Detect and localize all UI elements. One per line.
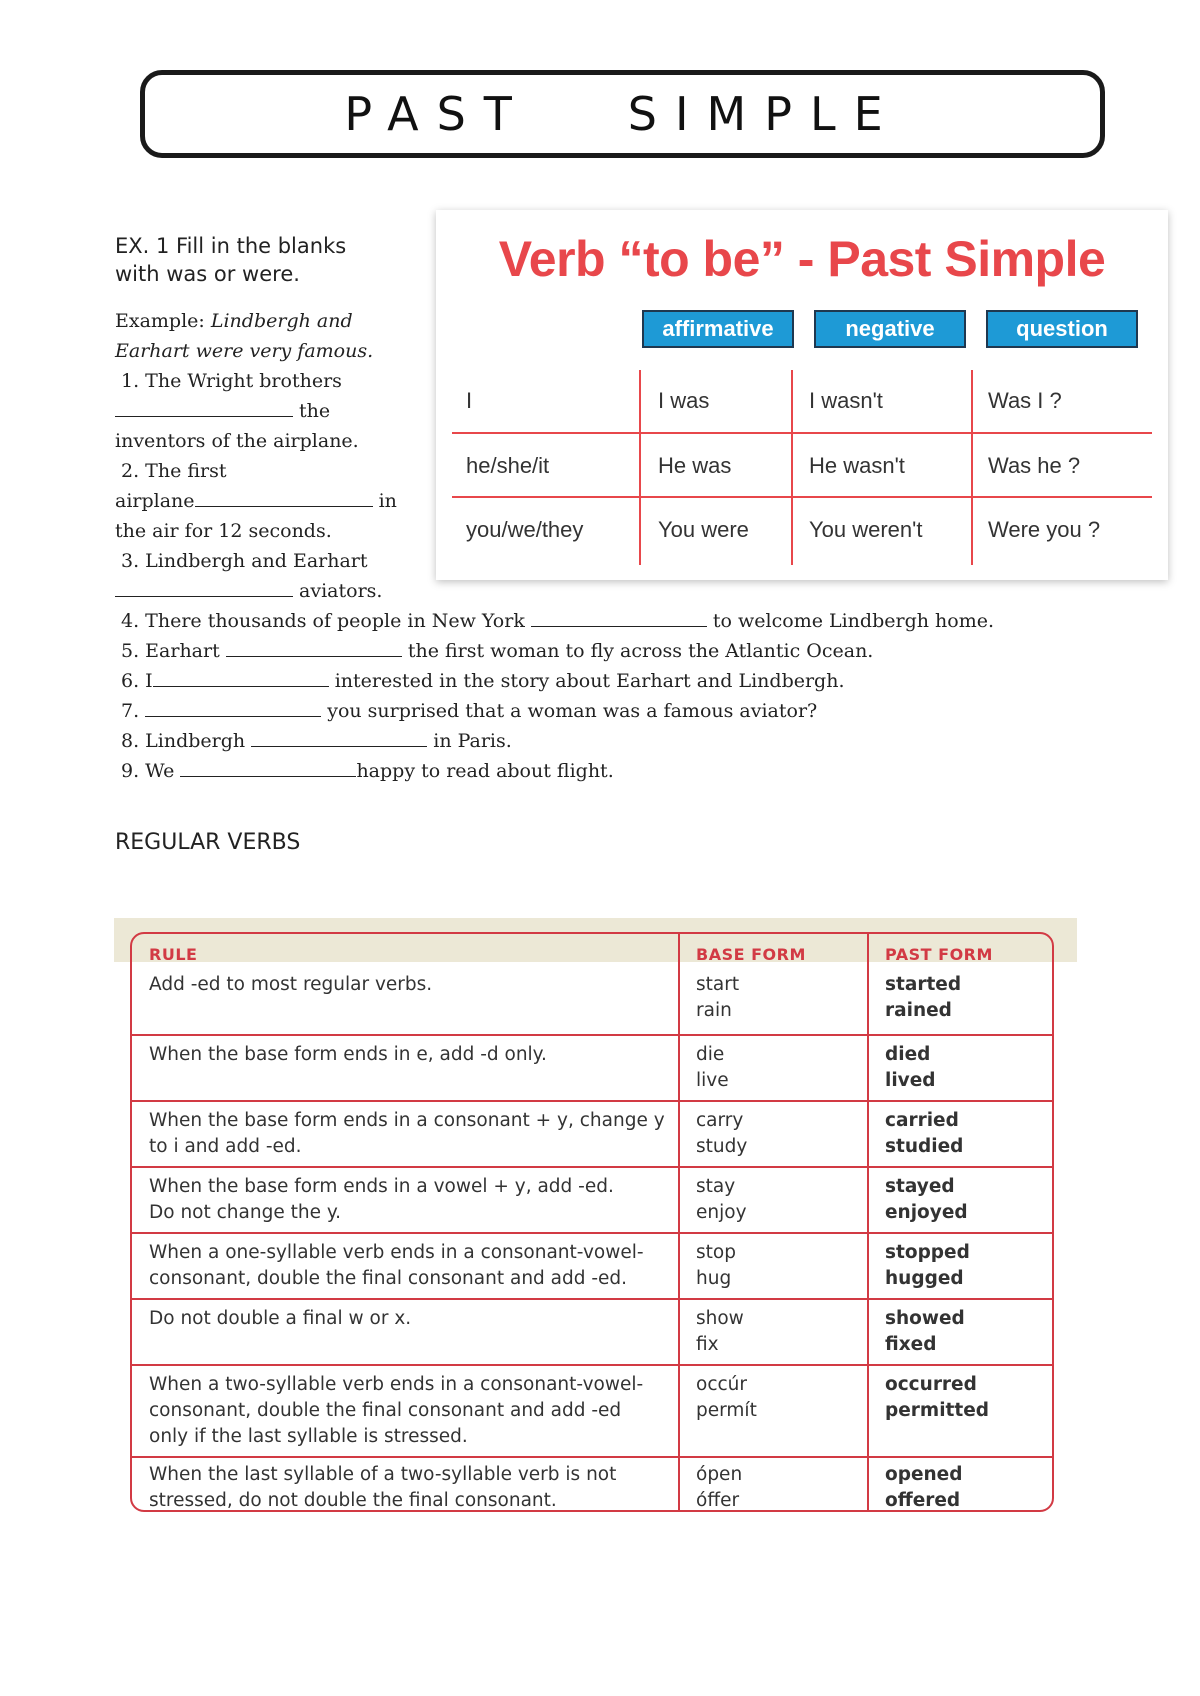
base-verb: hug <box>696 1268 732 1289</box>
rule-line: When the base form ends in a vowel + y, add -ed. <box>149 1176 614 1197</box>
subject-cell: I <box>466 388 473 413</box>
question-9-text-a: 9. We <box>121 760 181 782</box>
past-verb: stayed <box>885 1176 955 1197</box>
grid-divider <box>452 432 1152 434</box>
rule-line: When a two-syllable verb ends in a consonant-vowel- <box>149 1374 644 1395</box>
example-text-1: Lindbergh and <box>210 310 353 332</box>
answer-blank-9[interactable] <box>180 758 356 777</box>
past-verb: carried <box>885 1110 959 1131</box>
subject-cell: you/we/they <box>466 517 584 542</box>
base-verb: stay <box>696 1176 736 1197</box>
affirmative-cell: I was <box>658 388 710 413</box>
past-form-cell <box>885 1174 968 1226</box>
to-be-chart-card <box>436 210 1168 580</box>
example-label: Example: <box>115 310 211 332</box>
rule-cell <box>149 1240 669 1292</box>
question-6 <box>115 666 1115 696</box>
question-7 <box>115 696 1115 726</box>
question-2-line-1: 2. The first <box>121 460 227 482</box>
rule-cell <box>149 1372 669 1450</box>
base-verb: show <box>696 1308 744 1329</box>
question-7-text-b: you surprised that a woman was a famous aviator? <box>321 700 818 722</box>
question-6-text-a: 6. I <box>121 670 153 692</box>
question-3-text-b: aviators. <box>299 580 383 602</box>
rule-line: only if the last syllable is stressed. <box>149 1426 468 1447</box>
past-form-cell <box>885 1462 962 1512</box>
table-row <box>132 1166 1052 1232</box>
rule-line: consonant, double the final consonant and add -ed. <box>149 1268 628 1289</box>
question-1-text-b: the <box>299 400 331 422</box>
example-line-2 <box>115 336 405 366</box>
negative-cell: I wasn't <box>809 388 883 413</box>
rule-cell <box>149 1108 669 1160</box>
base-verb: live <box>696 1070 729 1091</box>
base-verb: rain <box>696 1000 732 1021</box>
question-8-text-b: in Paris. <box>427 730 512 752</box>
question-3-line-1: 3. Lindbergh and Earhart <box>121 550 368 572</box>
question-2-line-3: the air for 12 seconds. <box>115 520 332 542</box>
regular-verbs-table <box>130 932 1054 1512</box>
past-verb: fixed <box>885 1334 937 1355</box>
past-form-cell <box>885 972 961 1024</box>
question-cell: Was I ? <box>988 388 1062 413</box>
regular-verbs-heading: REGULAR VERBS <box>115 830 301 855</box>
past-form-cell <box>885 1042 936 1094</box>
header-rule: RULE <box>149 945 198 964</box>
question-9-text-b: happy to read about flight. <box>356 760 614 782</box>
question-3-line-2 <box>115 576 405 606</box>
exercise-heading-line-1: EX. 1 Fill in the blanks <box>115 234 347 258</box>
question-2-line-2 <box>115 486 405 516</box>
base-verb: enjoy <box>696 1202 747 1223</box>
rule-cell <box>149 1462 669 1512</box>
question-8-text-a: 8. Lindbergh <box>121 730 252 752</box>
question-5 <box>115 636 1115 666</box>
question-1-line-3: inventors of the airplane. <box>115 430 359 452</box>
base-verb: permít <box>696 1400 757 1421</box>
base-form-cell <box>696 1042 729 1094</box>
question-7-text-a: 7. <box>121 700 146 722</box>
past-verb: offered <box>885 1490 961 1511</box>
rule-line: When a one-syllable verb ends in a consonant-vowel- <box>149 1242 644 1263</box>
grid-divider <box>971 370 973 565</box>
base-form-cell <box>696 972 739 1024</box>
question-6-text-b: interested in the story about Earhart and Lindbergh. <box>328 670 845 692</box>
rule-cell <box>149 1174 669 1226</box>
page-title: PAST SIMPLE <box>344 87 901 141</box>
past-form-cell <box>885 1306 965 1358</box>
base-form-cell <box>696 1108 747 1160</box>
rule-line: When the last syllable of a two-syllable verb is not <box>149 1464 617 1485</box>
base-verb: ópen <box>696 1464 743 1485</box>
exercise-heading <box>115 232 415 288</box>
past-verb: studied <box>885 1136 964 1157</box>
subject-cell: he/she/it <box>466 453 550 478</box>
answer-blank-6[interactable] <box>153 668 329 687</box>
rule-line: When the base form ends in a consonant + y, change y <box>149 1110 665 1131</box>
answer-blank-5[interactable] <box>226 638 402 657</box>
grid-divider <box>791 370 793 565</box>
base-verb: die <box>696 1044 725 1065</box>
past-form-cell <box>885 1240 970 1292</box>
exercise-wide-block <box>115 606 1115 786</box>
to-be-title: Verb “to be” - Past Simple <box>498 231 1106 287</box>
past-verb: stopped <box>885 1242 970 1263</box>
rule-cell <box>149 1306 669 1332</box>
question-4 <box>115 606 1115 636</box>
rule-line: When the base form ends in e, add -d only. <box>149 1044 547 1065</box>
table-row <box>132 1456 1052 1512</box>
question-5-text-b: the first woman to fly across the Atlantic Ocean. <box>401 640 874 662</box>
question-8 <box>115 726 1115 756</box>
past-verb: opened <box>885 1464 963 1485</box>
example-text-2: Earhart were very famous. <box>115 340 374 362</box>
past-verb: showed <box>885 1308 965 1329</box>
base-form-cell <box>696 1462 742 1512</box>
rule-cell <box>149 1042 669 1068</box>
rule-cell <box>149 972 669 998</box>
base-verb: start <box>696 974 740 995</box>
exercise-heading-line-2: with was or were. <box>115 262 300 286</box>
question-cell: Was he ? <box>988 453 1081 478</box>
past-verb: rained <box>885 1000 952 1021</box>
base-verb: fix <box>696 1334 719 1355</box>
base-verb: occúr <box>696 1374 747 1395</box>
answer-blank-2[interactable] <box>195 488 373 507</box>
rule-line: Do not change the y. <box>149 1202 342 1223</box>
question-2-text-c: in <box>378 490 397 512</box>
past-verb: permitted <box>885 1400 990 1421</box>
base-form-cell <box>696 1306 744 1358</box>
title-banner <box>140 70 1105 158</box>
rule-line: consonant, double the final consonant and add -ed <box>149 1400 622 1421</box>
rule-line: Add -ed to most regular verbs. <box>149 974 433 995</box>
answer-blank-8[interactable] <box>251 728 427 747</box>
affirmative-cell: He was <box>658 453 732 478</box>
base-verb: óffer <box>696 1490 740 1511</box>
base-form-cell <box>696 1372 757 1424</box>
base-form-cell <box>696 1174 747 1226</box>
past-verb: died <box>885 1044 931 1065</box>
question-4-text-b: to welcome Lindbergh home. <box>706 610 994 632</box>
past-form-cell <box>885 1372 989 1424</box>
answer-blank-3[interactable] <box>115 578 293 597</box>
table-header-row <box>132 942 1052 968</box>
question-2-text-b: airplane <box>115 490 195 512</box>
rule-line: stressed, do not double the final consonant. <box>149 1490 557 1511</box>
header-base-form: BASE FORM <box>696 945 806 964</box>
past-verb: started <box>885 974 962 995</box>
negative-cell: He wasn't <box>809 453 905 478</box>
past-verb: occurred <box>885 1374 977 1395</box>
table-row <box>132 1232 1052 1298</box>
past-verb: lived <box>885 1070 936 1091</box>
grid-divider <box>639 370 641 565</box>
question-1-line-1: 1. The Wright brothers <box>121 370 342 392</box>
table-row <box>132 1100 1052 1166</box>
table-row <box>132 1298 1052 1364</box>
header-past-form: PAST FORM <box>885 945 993 964</box>
tag-question: question <box>986 310 1138 348</box>
example-line-1 <box>115 306 405 336</box>
answer-blank-1[interactable] <box>115 398 293 417</box>
to-be-grid <box>452 370 1152 570</box>
rule-line: Do not double a final w or x. <box>149 1308 412 1329</box>
past-form-cell <box>885 1108 963 1160</box>
tag-negative: negative <box>814 310 966 348</box>
past-verb: hugged <box>885 1268 964 1289</box>
tag-affirmative: affirmative <box>642 310 794 348</box>
table-row <box>132 1034 1052 1100</box>
exercise-narrow-block <box>115 306 405 606</box>
answer-blank-4[interactable] <box>531 608 707 627</box>
rule-line: to i and add -ed. <box>149 1136 302 1157</box>
question-4-text-a: 4. There thousands of people in New York <box>121 610 531 632</box>
base-verb: carry <box>696 1110 744 1131</box>
affirmative-cell: You were <box>658 517 749 542</box>
question-1-line-2 <box>115 396 405 426</box>
question-9 <box>115 756 1115 786</box>
base-verb: study <box>696 1136 748 1157</box>
table-row <box>132 970 1052 1034</box>
base-verb: stop <box>696 1242 736 1263</box>
question-cell: Were you ? <box>988 517 1101 542</box>
grid-divider <box>452 496 1152 498</box>
base-form-cell <box>696 1240 736 1292</box>
negative-cell: You weren't <box>809 517 923 542</box>
past-verb: enjoyed <box>885 1202 968 1223</box>
answer-blank-7[interactable] <box>145 698 321 717</box>
question-5-text-a: 5. Earhart <box>121 640 226 662</box>
table-row <box>132 1364 1052 1456</box>
